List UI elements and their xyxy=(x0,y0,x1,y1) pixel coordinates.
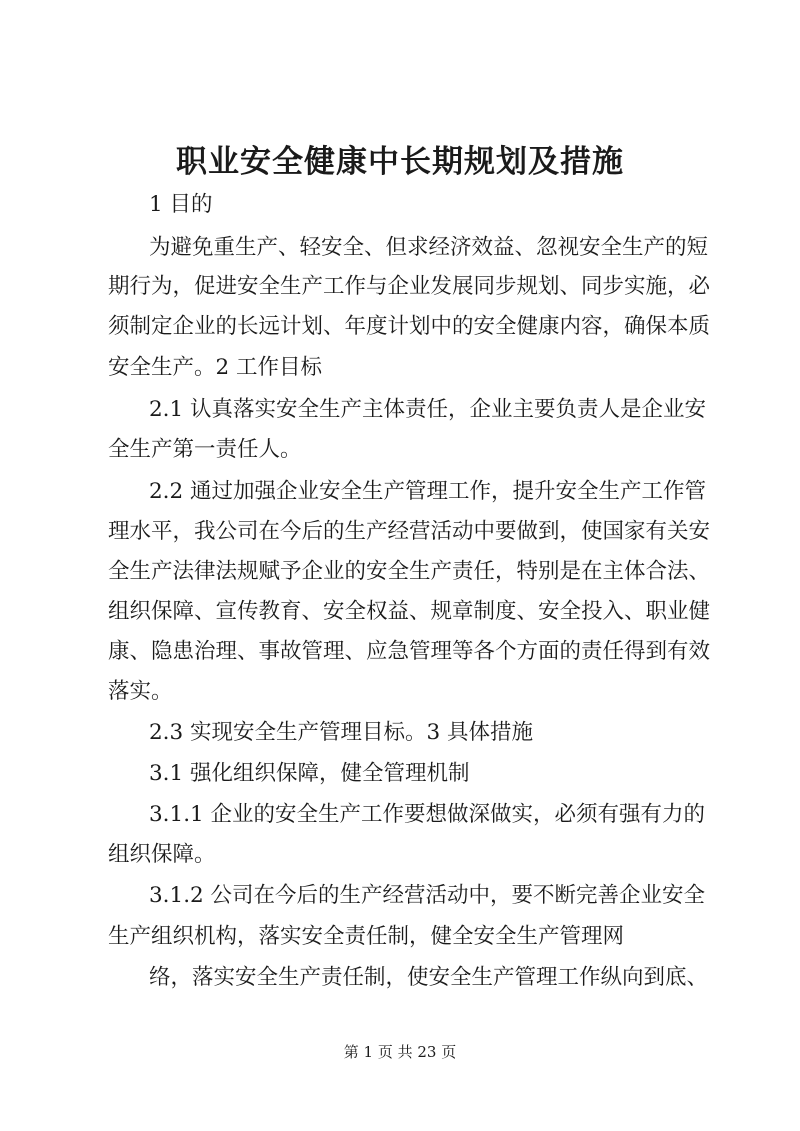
body-line-9: 理水平，我公司在今后的生产经营活动中要做到，使国家有关安 xyxy=(108,519,711,544)
body-line-4: 须制定企业的长远计划、年度计划中的安全健康内容，确保本质 xyxy=(108,314,711,339)
body-line-8: 2.2 通过加强企业安全生产管理工作，提升安全生产工作管 xyxy=(149,479,707,504)
document-title: 职业安全健康中长期规划及措施 xyxy=(176,144,624,180)
body-line-10: 全生产法律法规赋予企业的安全生产责任，特别是在主体合法、 xyxy=(108,559,711,584)
body-line-14: 2.3 实现安全生产管理目标。3 具体措施 xyxy=(149,720,534,745)
body-line-6: 2.1 认真落实安全生产主体责任，企业主要负责人是企业安 xyxy=(149,397,707,422)
body-line-13: 落实。 xyxy=(108,679,173,704)
body-line-3: 期行为，促进安全生产工作与企业发展同步规划、同步实施，必 xyxy=(108,274,711,299)
body-line-18: 3.1.2 公司在今后的生产经营活动中，要不断完善企业安全 xyxy=(149,883,706,908)
body-line-2: 为避免重生产、轻安全、但求经济效益、忽视安全生产的短 xyxy=(149,235,709,260)
page-footer: 第 1 页 共 23 页 xyxy=(343,1043,457,1061)
body-line-12: 康、隐患治理、事故管理、应急管理等各个方面的责任得到有效 xyxy=(108,639,711,664)
body-line-7: 全生产第一责任人。 xyxy=(108,437,302,462)
body-line-19: 生产组织机构，落实安全责任制，健全安全生产管理网 xyxy=(108,924,625,949)
body-line-5: 安全生产。2 工作目标 xyxy=(108,355,323,380)
body-line-20: 络，落实安全生产责任制，使安全生产管理工作纵向到底、 xyxy=(149,965,709,990)
body-line-11: 组织保障、宣传教育、安全权益、规章制度、安全投入、职业健 xyxy=(108,599,711,624)
body-line-17: 组织保障。 xyxy=(108,842,216,867)
body-line-15: 3.1 强化组织保障，健全管理机制 xyxy=(149,761,470,786)
body-line-16: 3.1.1 企业的安全生产工作要想做深做实，必须有强有力的 xyxy=(149,802,706,827)
body-line-1: 1 目的 xyxy=(149,192,213,217)
